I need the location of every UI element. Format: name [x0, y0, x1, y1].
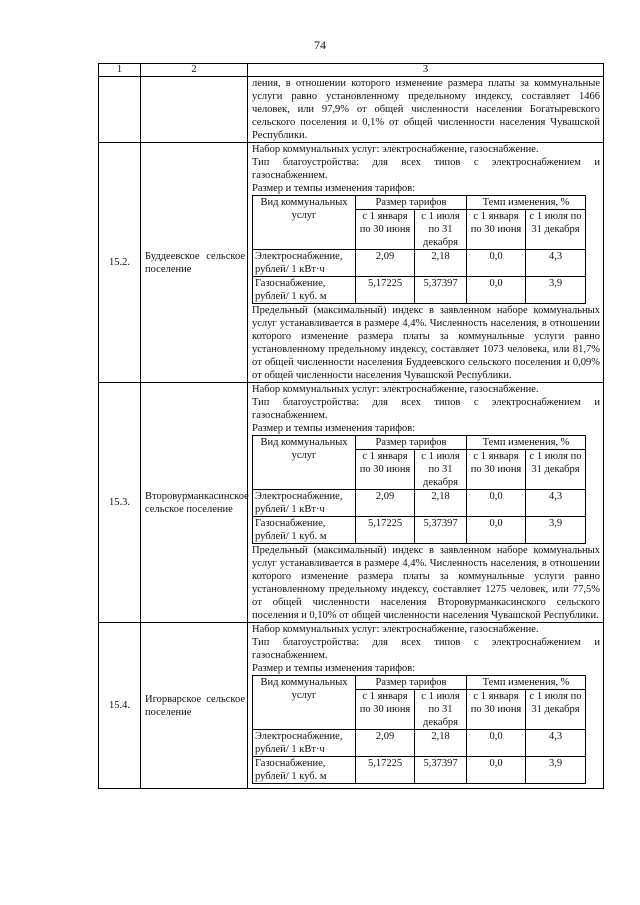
col-change-rate: Темп изменения, % [467, 436, 586, 450]
header-col-1: 1 [99, 64, 141, 77]
service-row: Электроснабжение, рублей/ 1 кВт·ч 2,09 2,18 0,0 4,3 [253, 730, 586, 757]
period-2: с 1 июля по 31 декабря [415, 210, 467, 250]
table-row [99, 383, 604, 623]
col-tariff-size: Размер тарифов [356, 196, 467, 210]
tariff-title: Размер и темпы изменения тарифов: [252, 183, 416, 194]
col-change-rate: Темп изменения, % [467, 196, 586, 210]
table-row [99, 143, 604, 383]
period-1: с 1 января по 30 июня [356, 210, 415, 250]
improvement-type: Тип благоустройства: для всех типов с электроснабжением и газоснабжением. [252, 637, 600, 661]
tariff-title: Размер и темпы изменения тарифов: [252, 423, 416, 434]
services-set: Набор коммунальных услуг: электроснабжение, газоснабжение. [252, 384, 539, 395]
tariff-table [252, 675, 586, 784]
service-row: Электроснабжение, рублей/ 1 кВт·ч 2,09 2,18 0,0 4,3 [253, 250, 586, 277]
col-service-type: Вид коммунальных услуг [253, 676, 356, 730]
period-3: с 1 января по 30 июня [467, 690, 526, 730]
improvement-type: Тип благоустройства: для всех типов с электроснабжением и газоснабжением. [252, 157, 600, 181]
service-row: Газоснабжение, рублей/ 1 куб. м 5,17225 5,37397 0,0 3,9 [253, 517, 586, 544]
row-number: 15.3. [99, 383, 141, 623]
limit-index-note: Предельный (максимальный) индекс в заявленном наборе коммунальных услуг устанавливается в размере 4,4%. Численность населения, в отношении которого изменение размера платы за коммунальные услуги равно установленному предельному индексу, составляет 1275 человек, или 77,5% от общей численности населения Второвурманкасинского сельского поселения и 0,10% от общей численности населения Чувашской Республики. [252, 545, 600, 621]
header-row [99, 64, 604, 77]
page-number: 74 [314, 38, 326, 52]
period-3: с 1 января по 30 июня [467, 210, 526, 250]
header-col-2: 2 [141, 64, 248, 77]
services-set: Набор коммунальных услуг: электроснабжение, газоснабжение. [252, 624, 539, 635]
settlement-name: Игорварское сельское поселение [141, 623, 248, 789]
col-service-type: Вид коммунальных услуг [253, 436, 356, 490]
improvement-type: Тип благоустройства: для всех типов с электроснабжением и газоснабжением. [252, 397, 600, 421]
tariff-title: Размер и темпы изменения тарифов: [252, 663, 416, 674]
header-col-3: 3 [248, 64, 604, 77]
tariff-table [252, 195, 586, 304]
period-3: с 1 января по 30 июня [467, 450, 526, 490]
row-number: 15.4. [99, 623, 141, 789]
intro-text: ления, в отношении которого изменение размера платы за коммунальные услуги равно установленному предельному индексу, составляет 1466 человек, или 97,9% от общей численности населения Богатыревского сельского поселения и 0,1% от общей численности населения Чувашской Республики. [252, 78, 600, 141]
period-4: с 1 июля по 31 декабря [526, 210, 586, 250]
tariff-table [252, 435, 586, 544]
period-2: с 1 июля по 31 декабря [415, 690, 467, 730]
service-row: Электроснабжение, рублей/ 1 кВт·ч 2,09 2,18 0,0 4,3 [253, 490, 586, 517]
limit-index-note: Предельный (максимальный) индекс в заявленном наборе коммунальных услуг устанавливается в размере 4,4%. Численность населения, в отношении которого изменение размера платы за коммунальные услуги равно установленному предельному индексу, составляет 1073 человека, или 81,7% от общей численности населения Буддеевского сельского поселения и 0,09% от общей численности населения Чувашской Республики. [252, 305, 600, 381]
col-change-rate: Темп изменения, % [467, 676, 586, 690]
period-1: с 1 января по 30 июня [356, 450, 415, 490]
settlement-name: Второвурманкасинское сельское поселение [141, 383, 248, 623]
col-tariff-size: Размер тарифов [356, 436, 467, 450]
col-service-type: Вид коммунальных услуг [253, 196, 356, 250]
services-set: Набор коммунальных услуг: электроснабжение, газоснабжение. [252, 144, 539, 155]
period-2: с 1 июля по 31 декабря [415, 450, 467, 490]
intro-row [99, 77, 604, 143]
period-1: с 1 января по 30 июня [356, 690, 415, 730]
settlement-name: Буддеевское сельское поселение [141, 143, 248, 383]
row-number: 15.2. [99, 143, 141, 383]
service-row: Газоснабжение, рублей/ 1 куб. м 5,17225 5,37397 0,0 3,9 [253, 757, 586, 784]
main-table [98, 63, 604, 789]
col-tariff-size: Размер тарифов [356, 676, 467, 690]
service-row: Газоснабжение, рублей/ 1 куб. м 5,17225 5,37397 0,0 3,9 [253, 277, 586, 304]
table-row [99, 623, 604, 789]
period-4: с 1 июля по 31 декабря [526, 450, 586, 490]
period-4: с 1 июля по 31 декабря [526, 690, 586, 730]
